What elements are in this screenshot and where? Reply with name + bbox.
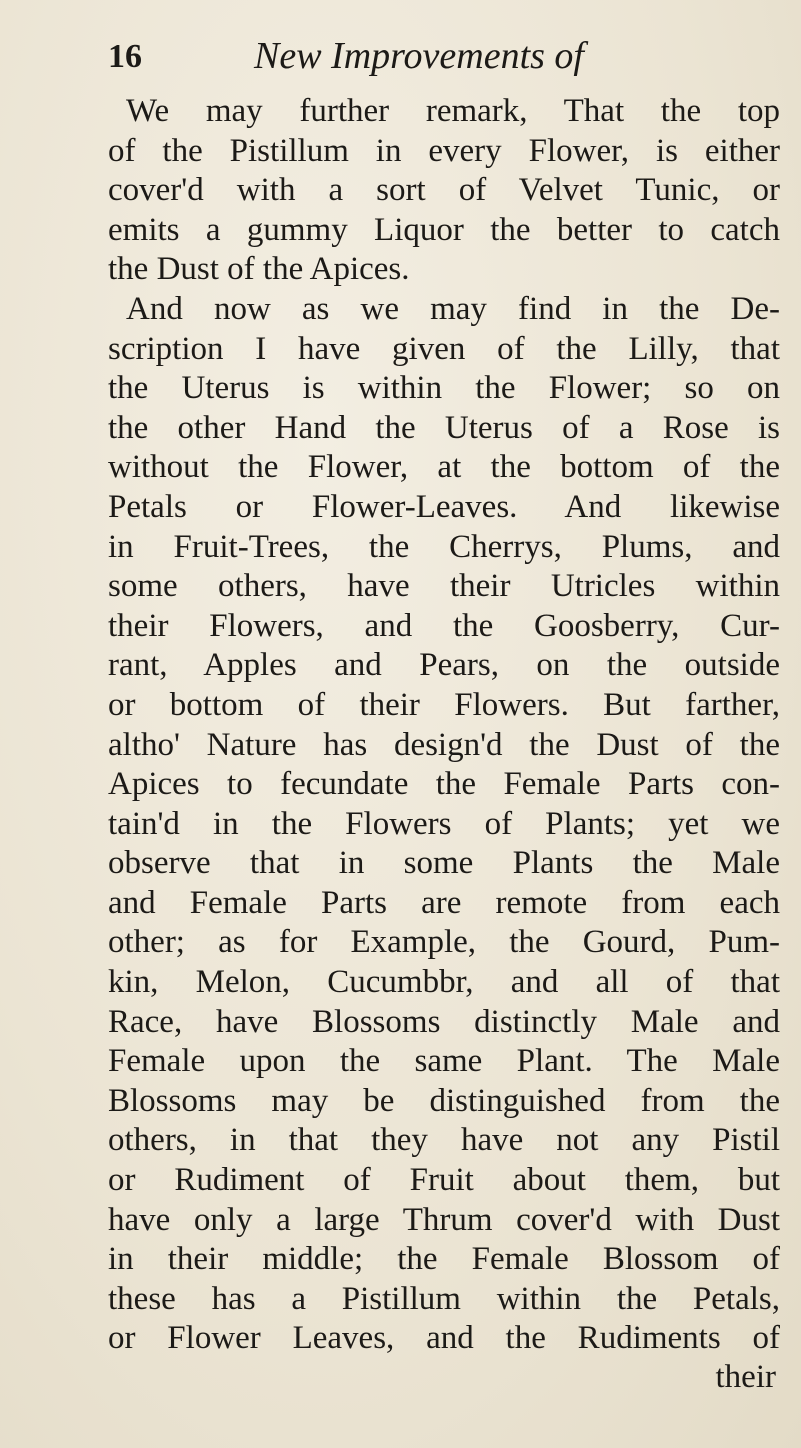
text-line: other; as for Example, the Gourd, Pum- [108,924,780,961]
running-head: New Improvements of [254,35,584,77]
text-line: cover'd with a sort of Velvet Tunic, or [108,172,780,209]
text-line: Female upon the same Plant. The Male [108,1043,780,1080]
text-line: the Dust of the Apices. [108,251,410,288]
text-line: without the Flower, at the bottom of the [108,449,780,486]
page-number: 16 [108,38,142,75]
text-line: others, in that they have not any Pistil [108,1122,780,1159]
text-line: in Fruit-Trees, the Cherrys, Plums, and [108,528,780,565]
book-page [108,28,780,1399]
text-line: or bottom of their Flowers. But farther, [108,686,780,723]
text-line: altho' Nature has design'd the Dust of the [108,726,780,763]
text-line: these has a Pistillum within the Petals, [108,1280,780,1317]
text-line: Apices to fecundate the Female Parts con- [108,766,780,803]
text-line: the Uterus is within the Flower; so on [108,370,780,407]
text-line: of the Pistillum in every Flower, is either [108,132,780,169]
page-header [108,28,780,92]
text-line: or Flower Leaves, and the Rudiments of [108,1320,780,1357]
text-line: their Flowers, and the Goosberry, Cur- [108,607,780,644]
text-line: have only a large Thrum cover'd with Dust [108,1201,780,1238]
text-line: scription I have given of the Lilly, that [108,330,780,367]
text-line: and Female Parts are remote from each [108,884,780,921]
text-line: We may further remark, That the top [126,93,780,129]
text-line: some others, have their Utricles within [108,568,780,605]
text-line: emits a gummy Liquor the better to catch [108,211,780,248]
text-line: tain'd in the Flowers of Plants; yet we [108,805,780,842]
text-line: Race, have Blossoms distinctly Male and [108,1003,780,1040]
text-line: kin, Melon, Cucumbbr, and all of that [108,964,780,1001]
text-line: observe that in some Plants the Male [108,845,780,882]
text-line: the other Hand the Uterus of a Rose is [108,409,780,446]
body-text [108,92,780,1359]
text-line: or Rudiment of Fruit about them, but [108,1162,780,1199]
text-line: Petals or Flower-Leaves. And likewise [108,488,780,525]
text-line: Blossoms may be distinguished from the [108,1082,780,1119]
catchword: their [715,1359,776,1395]
text-line: And now as we may find in the De- [126,290,780,327]
text-line: in their middle; the Female Blossom of [108,1241,780,1278]
text-line: rant, Apples and Pears, on the outside [108,647,780,684]
